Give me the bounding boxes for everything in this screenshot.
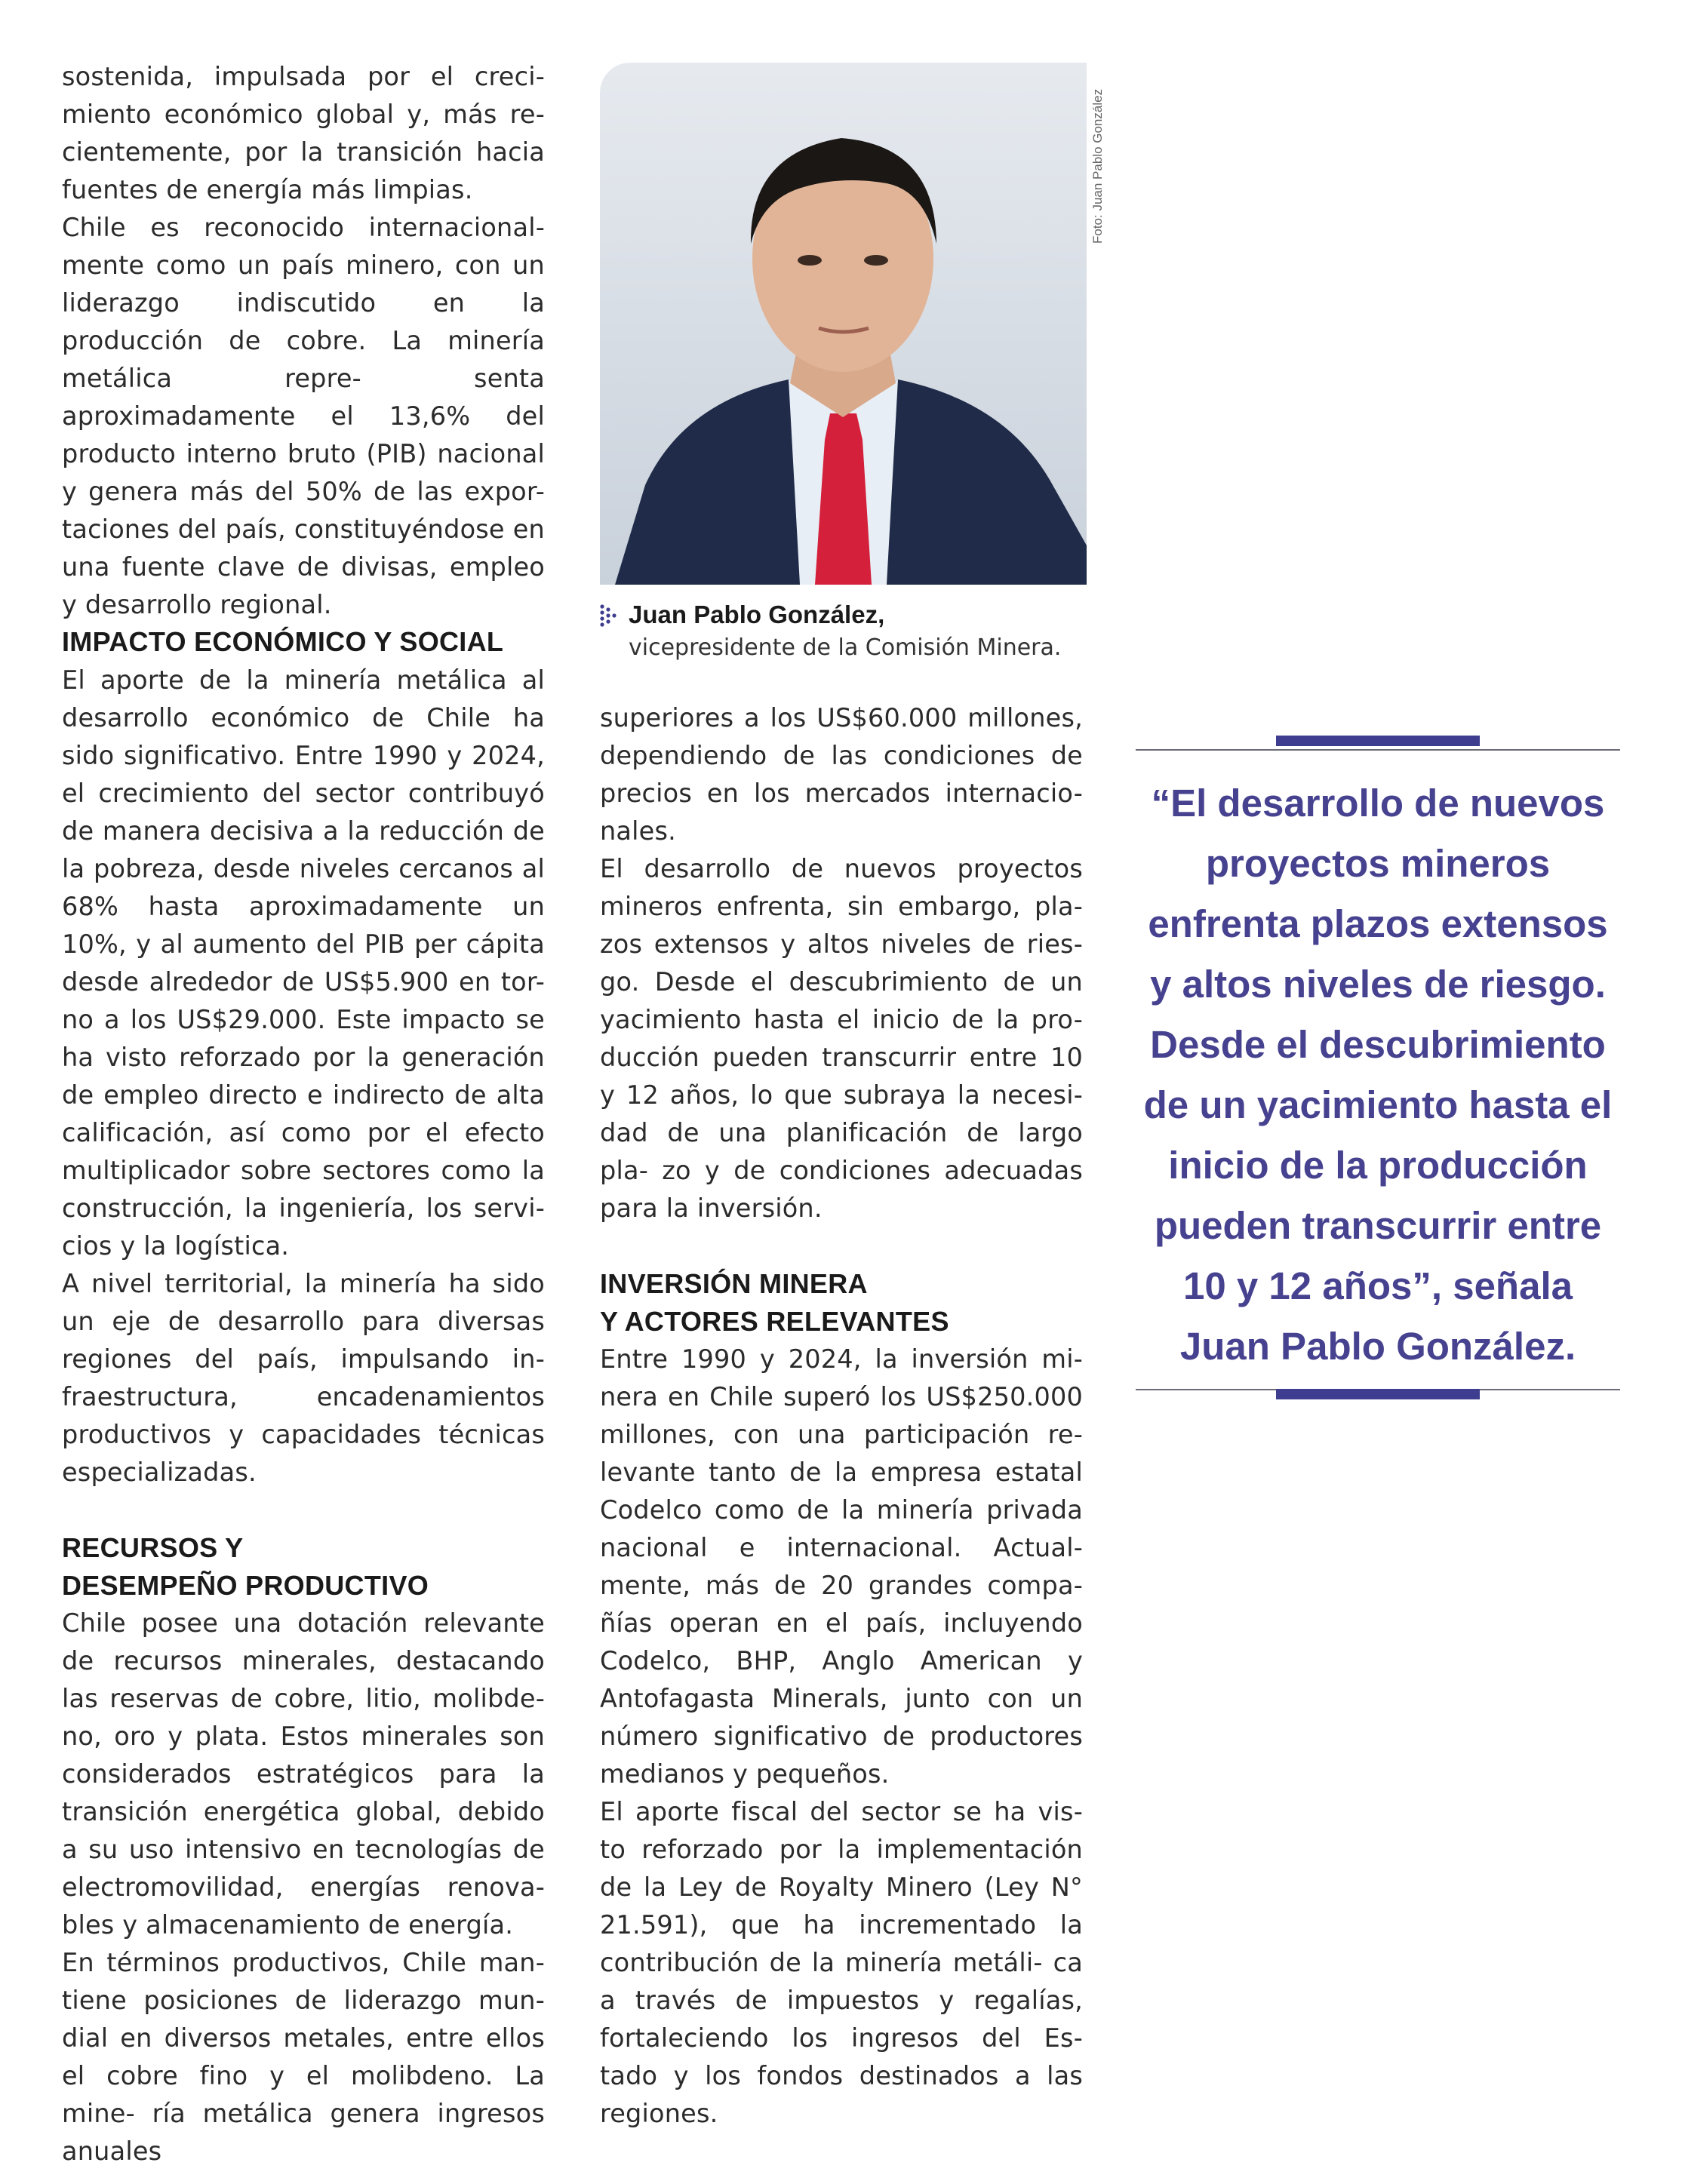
recursos-paragraph-2: En términos productivos, Chile man- tiene posiciones de liderazgo mun- dial en diversos metales, entre ellos el cobre fino y el molibdeno. La mine- ría metálica genera ingresos anuales [62, 1948, 545, 2166]
heading-inversion-line2: Y ACTORES RELEVANTES [600, 1306, 949, 1337]
intro-paragraph-1: sostenida, impulsada por el creci- miento económico global y, más re- cientemente, por la transición hacia fuentes de energía más limpias. [62, 62, 545, 204]
heading-recursos-line1: RECURSOS Y [62, 1532, 244, 1563]
heading-inversion-line1: INVERSIÓN MINERA [600, 1268, 868, 1299]
heading-impacto: IMPACTO ECONÓMICO Y SOCIAL [62, 626, 504, 657]
pull-quote-top-accent [1276, 736, 1480, 746]
inversion-paragraph-2: El aporte fiscal del sector se ha vis- to reforzado por la implementación de la Ley de Royalty Minero (Ley N° 21.591), que ha incrementado la contribución de la minería metáli- ca a través de impuestos y regalías, fortaleciendo los ingresos del Es- tado y los fondos destinados a las regiones. [600, 1797, 1083, 2128]
portrait-illustration [600, 63, 1087, 585]
pull-quote [1136, 736, 1620, 1399]
bullet-dots-icon [600, 604, 618, 627]
impacto-paragraph-2: A nivel territorial, la minería ha sido un eje de desarrollo para diversas regiones del país, impulsando in- fraestructura, encadenamientos productivos y capacidades técnicas especializadas. [62, 1269, 545, 1487]
pull-quote-bottom-accent [1276, 1389, 1480, 1399]
heading-recursos-line2: DESEMPEÑO PRODUCTIVO [62, 1570, 429, 1601]
caption-name: Juan Pablo González, [629, 601, 885, 628]
pull-quote-top-rule [1136, 749, 1620, 751]
caption-role: vicepresidente de la Comisión Minera. [629, 634, 1062, 661]
portrait-photo [600, 63, 1087, 585]
photo-credit: Foto: Juan Pablo González [1090, 88, 1105, 244]
inversion-paragraph-1: Entre 1990 y 2024, la inversión mi- nera en Chile superó los US$250.000 millones, con una participación re- levante tanto de la empresa estatal Codelco como de la minería privada nacional e internacional. Actual- mente, más de 20 grandes compa- ñías operan en el país, incluyendo Codelco, BHP, Anglo American y Antofagasta Minerals, junto con un número significativo de productores medianos y pequeños. [600, 1344, 1083, 1789]
pull-quote-text: “El desarrollo de nuevos proyectos mineros enfrenta plazos extensos y altos niveles de riesgo. Desde el descubrimiento de un yacimiento hasta el inicio de la producción pueden transcurrir entre 10 y 12 años”, señala Juan Pablo González. [1143, 782, 1613, 1368]
recursos-paragraph-1: Chile posee una dotación relevante de recursos minerales, destacando las reservas de cobre, litio, molibde- no, oro y plata. Estos minerales son considerados estratégicos para la transición energética global, debido a su uso intensivo en tecnologías de electromovilidad, energías renova- bles y almacenamiento de energía. [62, 1608, 545, 1940]
middle-paragraph-2: El desarrollo de nuevos proyectos mineros enfrenta, sin embargo, pla- zos extensos y altos niveles de ries- go. Desde el descubrimiento de un yacimiento hasta el inicio de la pro- ducción pueden transcurrir entre 10 y 12 años, lo que subraya la necesi- dad de una planificación de largo pla- zo y de condiciones adecuadas para la inversión. [600, 854, 1083, 1223]
impacto-paragraph-1: El aporte de la minería metálica al desarrollo económico de Chile ha sido significativo. Entre 1990 y 2024, el crecimiento del sector contribuyó de manera decisiva a la reducción de la pobreza, desde niveles cercanos al 68% hasta aproximadamente un 10%, y al aumento del PIB per cápita desde alrededor de US$5.900 en tor- no a los US$29.000. Este impacto se ha visto reforzado por la generación de empleo directo e indirecto de alta calificación, así como por el efecto multiplicador sobre sectores como la construcción, la ingeniería, los servi- cios y la logística. [62, 665, 545, 1261]
intro-paragraph-2: Chile es reconocido internacional- mente como un país minero, con un liderazgo indiscutido en la producción de cobre. La minería metálica repre- senta aproximadamente el 13,6% del producto interno bruto (PIB) nacional y genera más del 50% de las expor- taciones del país, constituyéndose en una fuente clave de divisas, empleo y desarrollo regional. [62, 213, 545, 619]
middle-paragraph-1: superiores a los US$60.000 millones, dependiendo de las condiciones de precios en los mercados internacio- nales. [600, 703, 1083, 846]
